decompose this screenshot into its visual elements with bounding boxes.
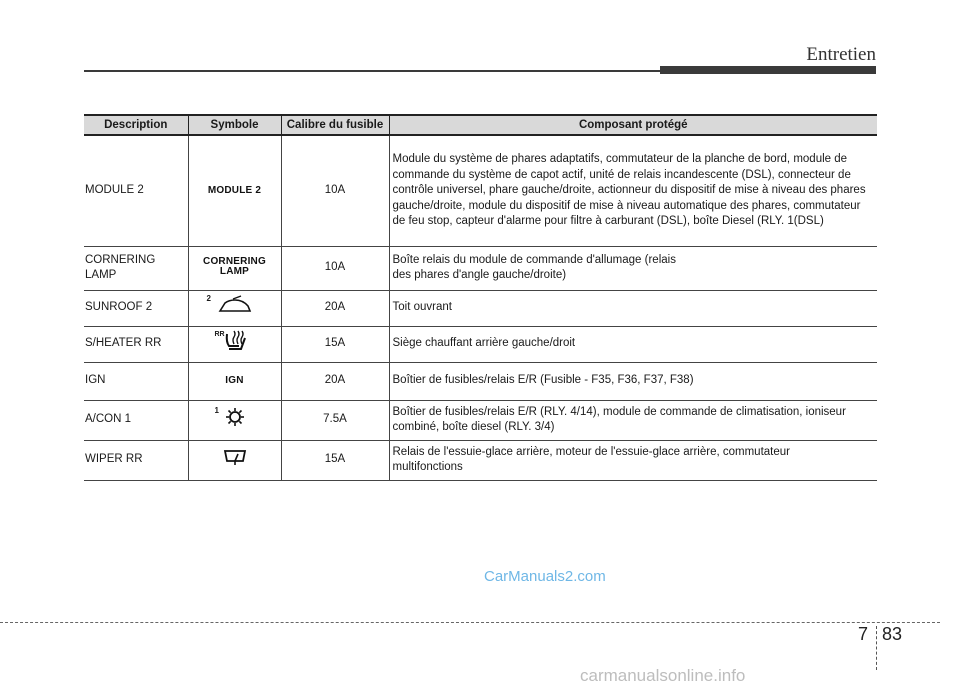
ac-fan-icon (225, 407, 245, 427)
symbol-label: IGN (225, 375, 244, 387)
footer-site-link[interactable]: carmanualsonline.info (580, 666, 746, 685)
fuse-symbol (188, 362, 281, 400)
fuse-rating: 20A (281, 290, 389, 326)
rear-wiper-icon (223, 448, 247, 466)
fuse-component (389, 440, 877, 480)
table-row (84, 400, 877, 440)
fuse-component-text: Boîte relais du module de commande d'allumage (relais des phares d'angle gauche/droite) (392, 253, 676, 281)
fuse-component: Boîtier de fusibles/relais E/R (RLY. 4/14), module de commande de climatisation, ioniseur combiné, boîte diesel (RLY. 3/4) (389, 400, 877, 440)
symbol-label: RR (214, 331, 225, 339)
table-row (84, 246, 877, 290)
fuse-description: SUNROOF 2 (84, 290, 188, 326)
fuse-component: Siège chauffant arrière gauche/droit (389, 326, 877, 362)
fuse-symbol (188, 326, 281, 362)
footer-dashed-rule (0, 622, 940, 623)
table-row (84, 440, 877, 480)
fuse-component: Boîtier de fusibles/relais E/R (Fusible - F35, F36, F37, F38) (389, 362, 877, 400)
table-row (84, 290, 877, 326)
fuse-description: WIPER RR (84, 440, 188, 480)
fuse-symbol (188, 440, 281, 480)
fuse-rating: 15A (281, 326, 389, 362)
table-row (84, 135, 877, 246)
fuse-rating: 7.5A (281, 400, 389, 440)
section-title: Entretien (806, 44, 876, 65)
col-header-rating: Calibre du fusible (281, 115, 389, 135)
fuse-symbol (188, 400, 281, 440)
header-rule-thick (660, 66, 876, 74)
symbol-label: 2 (206, 294, 211, 304)
fuse-rating: 10A (281, 135, 389, 246)
fuse-description (84, 246, 188, 290)
seat-heater-icon (223, 330, 247, 352)
fuse-description: IGN (84, 362, 188, 400)
fuse-component-text: Relais de l'essuie-glace arrière, moteur de l'essuie-glace arrière, commutateur multifonctions (392, 445, 790, 473)
fuse-description: S/HEATER RR (84, 326, 188, 362)
fuse-component: Module du système de phares adaptatifs, commutateur de la planche de bord, module de commande du système de capot actif, unité de relais incandescente (DSL), connecteur de contrôle universel, phare gauche/droite, actionneur du dispositif de mise à niveau des phares gauche/droite, module du dispositif de mise à niveau automatique des phares, commutateur de feu stop, capteur d'alarme pour filtre à carburant (DSL), boîte Diesel (RLY. 1(DSL) (389, 135, 877, 246)
fuse-component: Toit ouvrant (389, 290, 877, 326)
sunroof-icon (217, 295, 253, 315)
watermark-link[interactable]: CarManuals2.com (484, 568, 606, 585)
symbol-label: CORNERING LAMP (203, 255, 266, 277)
fuse-rating: 20A (281, 362, 389, 400)
fuse-rating: 10A (281, 246, 389, 290)
symbol-label: MODULE 2 (207, 185, 262, 196)
col-header-symbol: Symbole (188, 115, 281, 135)
col-header-description: Description (84, 115, 188, 135)
fuse-symbol (188, 290, 281, 326)
page-number: 83 (882, 624, 903, 644)
table-header-row (84, 115, 877, 135)
table-row (84, 326, 877, 362)
fuse-description-text: CORNERING LAMP (85, 253, 156, 281)
chapter-number: 7 (858, 624, 869, 644)
page-number-divider (876, 626, 877, 670)
fuse-rating: 15A (281, 440, 389, 480)
fuse-description: MODULE 2 (84, 135, 188, 246)
header-rule-thin (84, 70, 660, 72)
fuse-component (389, 246, 877, 290)
col-header-component: Composant protégé (389, 115, 877, 135)
fuse-description: A/CON 1 (84, 400, 188, 440)
fuse-table (84, 114, 877, 481)
fuse-symbol (188, 135, 281, 246)
table-row (84, 362, 877, 400)
fuse-symbol (188, 246, 281, 290)
symbol-label: 1 (214, 406, 219, 416)
